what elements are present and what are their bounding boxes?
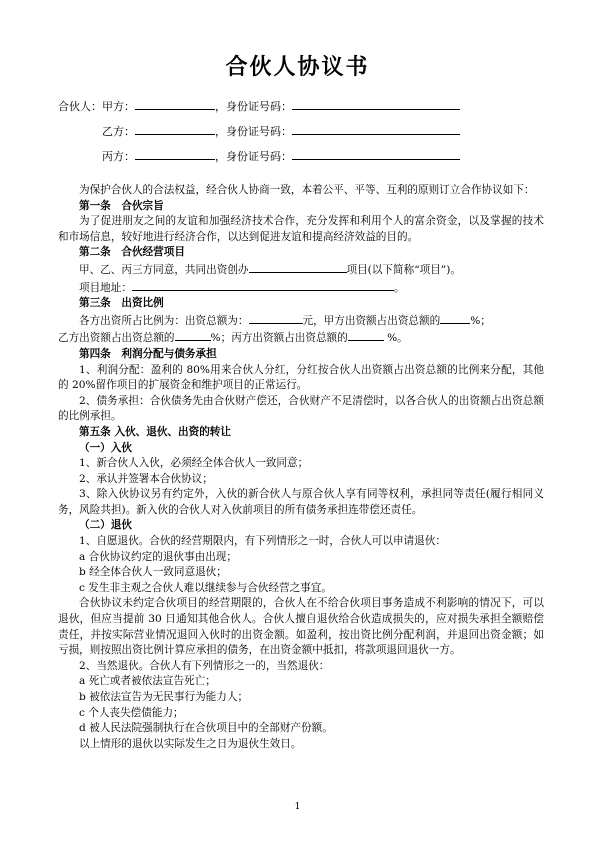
party-lead-label: 合伙人： (58, 100, 102, 113)
article-5-heading: 第五条 入伙、退伙、出资的转让 (79, 425, 231, 438)
quit-condition: d 被人民法院强制执行在合伙项目中的全部财产份额。 (79, 722, 333, 735)
name-blank (135, 123, 215, 135)
id-label: ，身份证号码： (215, 100, 292, 113)
address-label: 项目地址： (79, 281, 132, 294)
document-title: 合伙人协议书 (225, 54, 370, 80)
name-blank (135, 98, 215, 110)
section-quit-heading: （二）退伙 (79, 519, 132, 532)
quit-condition: b 被依法宣告为无民事行为能力人； (79, 691, 249, 703)
id-label: ，身份证号码： (215, 125, 292, 138)
voluntary-quit-text: 1、自愿退伙。合伙的经营期限内，有下列情形之一时，合伙人可以申请退伙： (79, 535, 446, 548)
join-item: 2、承认并签署本合伙协议； (79, 472, 213, 485)
project-name-blank (249, 261, 347, 273)
article-2-line-2 (58, 279, 544, 297)
quit-condition: c 个人丧失偿债能力； (79, 706, 184, 719)
party-row-a (58, 98, 460, 114)
quit-condition: b 经全体合伙人一致同意退伙； (79, 566, 227, 579)
page-number: 1 (294, 802, 301, 812)
article-2-heading: 第二条 合伙经营项目 (79, 246, 185, 259)
join-item: 3、除入伙协议另有约定外，入伙的新合伙人与原合伙人享有同等权利，承担同等责任(履行相同义务，风险共担)。新入伙的合伙人对入伙前项目的所有债务承担连带偿还责任。 (58, 488, 544, 516)
article-2-line-1 (58, 261, 544, 279)
party-b-share-text: 乙方出资额占出资总额的 (58, 332, 175, 345)
quit-condition: a 死亡或者被依法宣告死亡； (79, 675, 216, 688)
party-row-c (58, 148, 460, 164)
article-4-heading: 第四条 利润分配与债务承担 (79, 347, 217, 360)
capital-text-2: 元，甲方出资额占出资总额的 (302, 314, 441, 327)
automatic-quit-text: 2、当然退伙。合伙人有下列情形之一的，当然退伙： (79, 659, 330, 672)
article-4-debt: 2、债务承担：合伙债务先由合伙财产偿还，合伙财产不足清偿时，以各合伙人的出资额占出资总额的比例承担。 (58, 394, 544, 423)
article-3-line-2 (58, 329, 544, 347)
party-label: 甲方： (102, 100, 135, 113)
id-blank (292, 123, 460, 135)
id-blank (292, 148, 460, 160)
id-label: ，身份证号码： (215, 150, 292, 163)
article-1-heading: 第一条 合伙宗旨 (79, 199, 164, 212)
project-text-suffix: 项目(以下简称“项目”)。 (346, 263, 461, 276)
article-3-line-1 (58, 312, 544, 330)
percent-suffix: %。 (383, 332, 408, 345)
article-1-text: 为了促进朋友之间的友谊和加强经济技术合作，充分发挥和利用个人的富余资金，以及掌握的技术和市场信息，较好地进行经济合作，以达到促进友谊和提高经济效益的目的。 (58, 215, 544, 243)
capital-text: 各方出资所占比例为：出资总额为： (79, 314, 249, 327)
agreement-body (58, 183, 544, 752)
join-item: 1、新合伙人入伙，必须经全体合伙人一致同意； (79, 457, 309, 470)
capital-total-blank (249, 312, 303, 324)
party-c-share-blank (348, 329, 384, 341)
percent-suffix: %； (470, 314, 491, 327)
party-row-b (58, 123, 460, 139)
quit-condition: a 合伙协议约定的退伙事由出现； (79, 550, 237, 563)
quit-notice-paragraph: 合伙协议未约定合伙项目的经营期限的，合伙人在不给合伙项目事务造成不利影响的情况下，可以退伙，但应当提前 30 日通知其他合伙人。合伙人擅自退伙给合伙造成损失的，应对损失承担全额赔偿责任，并按实际营业情况退回入伙时的出资金额。如盈利，按出资比例分配利润，并退回出资金额；如亏损，则按照出资比例计算应承担的债务，在出资金额中抵扣，将款项退回退伙一方。 (58, 597, 544, 657)
id-blank (292, 98, 460, 110)
article-3-heading: 第三条 出资比例 (79, 297, 164, 310)
quit-effective-date: 以上情形的退伙以实际发生之日为退伙生效日。 (79, 737, 302, 750)
party-c-share-text: %；丙方出资额占出资总额的 (210, 332, 348, 345)
address-blank (132, 279, 394, 291)
address-suffix: 。 (393, 281, 405, 294)
section-join-heading: （一）入伙 (79, 441, 132, 454)
name-blank (135, 148, 215, 160)
party-label: 丙方： (102, 150, 135, 163)
article-4-profit: 1、利润分配：盈利的 80%用来合伙人分红，分红按合伙人出资额占出资总额的比例来分配，其他的 20%留作项目的扩展资金和维护项目的正常运行。 (58, 363, 544, 392)
party-a-share-blank (440, 312, 470, 324)
quit-condition: c 发生非主观之合伙人难以继续参与合伙经营之事宜。 (79, 581, 332, 594)
party-b-share-blank (175, 329, 211, 341)
party-label: 乙方： (102, 125, 135, 138)
intro-paragraph: 为保护合伙人的合法权益，经合伙人协商一致，本着公平、平等、互利的原则订立合作协议如下： (79, 184, 535, 196)
project-text: 甲、乙、丙三方同意，共同出资创办 (79, 263, 249, 276)
